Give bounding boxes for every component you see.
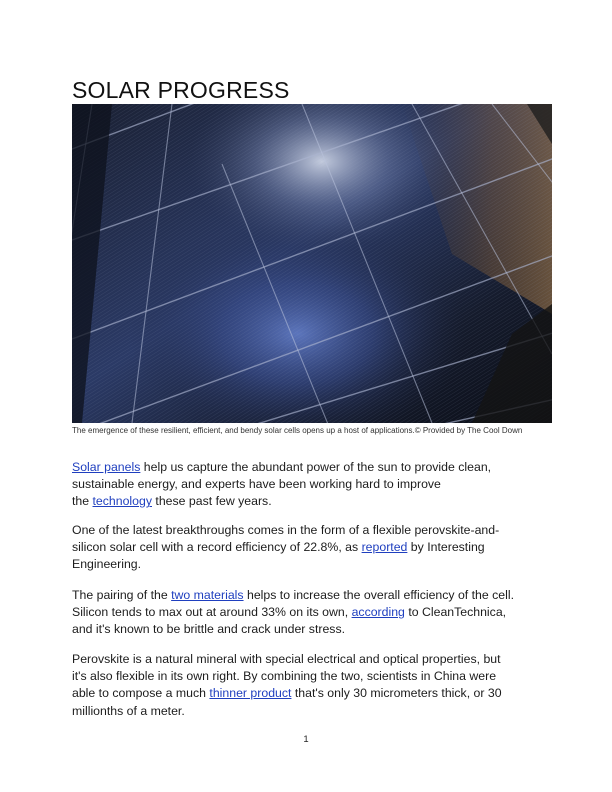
paragraph-line: and it's known to be brittle and crack under stress. [72, 622, 346, 637]
paragraph-line: One of the latest breakthroughs comes in the form of a flexible perovskite-and- [72, 523, 500, 537]
link-technology[interactable]: technology [92, 494, 152, 509]
link-reported[interactable]: reported [361, 540, 408, 555]
paragraph-line [72, 685, 540, 702]
solar-panel-image [72, 104, 552, 423]
page-title: SOLAR PROGRESS [72, 77, 290, 103]
paragraph-line: millionths of a meter. [72, 703, 185, 718]
paragraph-text: these past few years. [152, 494, 272, 509]
paragraph-text: to CleanTechnica, [404, 605, 507, 620]
image-caption: The emergence of these resilient, efficient, and bendy solar cells opens up a host of applications.© Provided by The Cool Down [72, 426, 523, 435]
paragraph-line: sustainable energy, and experts have been working hard to improve [72, 477, 441, 492]
paragraph-text: able to compose a much [72, 686, 210, 701]
solar-panel-photo [72, 104, 552, 423]
link-thinner-product[interactable]: thinner product [209, 686, 292, 701]
paragraph-line [72, 587, 540, 604]
paragraph-text: Silicon tends to max out at around 33% on its own, [72, 605, 352, 620]
paragraph-2 [72, 522, 540, 574]
paragraph-line [72, 539, 540, 556]
paragraph-1 [72, 459, 540, 511]
paragraph-line [72, 493, 540, 510]
paragraph-text: silicon solar cell with a record efficiency of 22.8%, as [72, 540, 362, 555]
paragraph-text: by Interesting [407, 540, 485, 555]
page-number: 1 [303, 734, 309, 745]
paragraph-text: helps to increase the overall efficiency of the cell. [243, 588, 515, 602]
paragraph-3 [72, 587, 540, 639]
paragraph-line [72, 459, 540, 476]
link-according[interactable]: according [351, 605, 405, 620]
paragraph-4 [72, 651, 540, 720]
paragraph-line: it's also flexible in its own right. By combining the two, scientists in China were [72, 669, 497, 684]
paragraph-line: Engineering. [72, 557, 142, 572]
link-two-materials[interactable]: two materials [171, 588, 244, 602]
link-solar-panels[interactable]: Solar panels [72, 460, 141, 474]
paragraph-text: the [72, 494, 93, 509]
paragraph-text: help us capture the abundant power of the sun to provide clean, [140, 460, 492, 474]
paragraph-line [72, 604, 540, 621]
paragraph-line: Perovskite is a natural mineral with special electrical and optical properties, but [72, 652, 501, 666]
paragraph-text: The pairing of the [72, 588, 172, 602]
paragraph-text: that's only 30 micrometers thick, or 30 [291, 686, 502, 701]
